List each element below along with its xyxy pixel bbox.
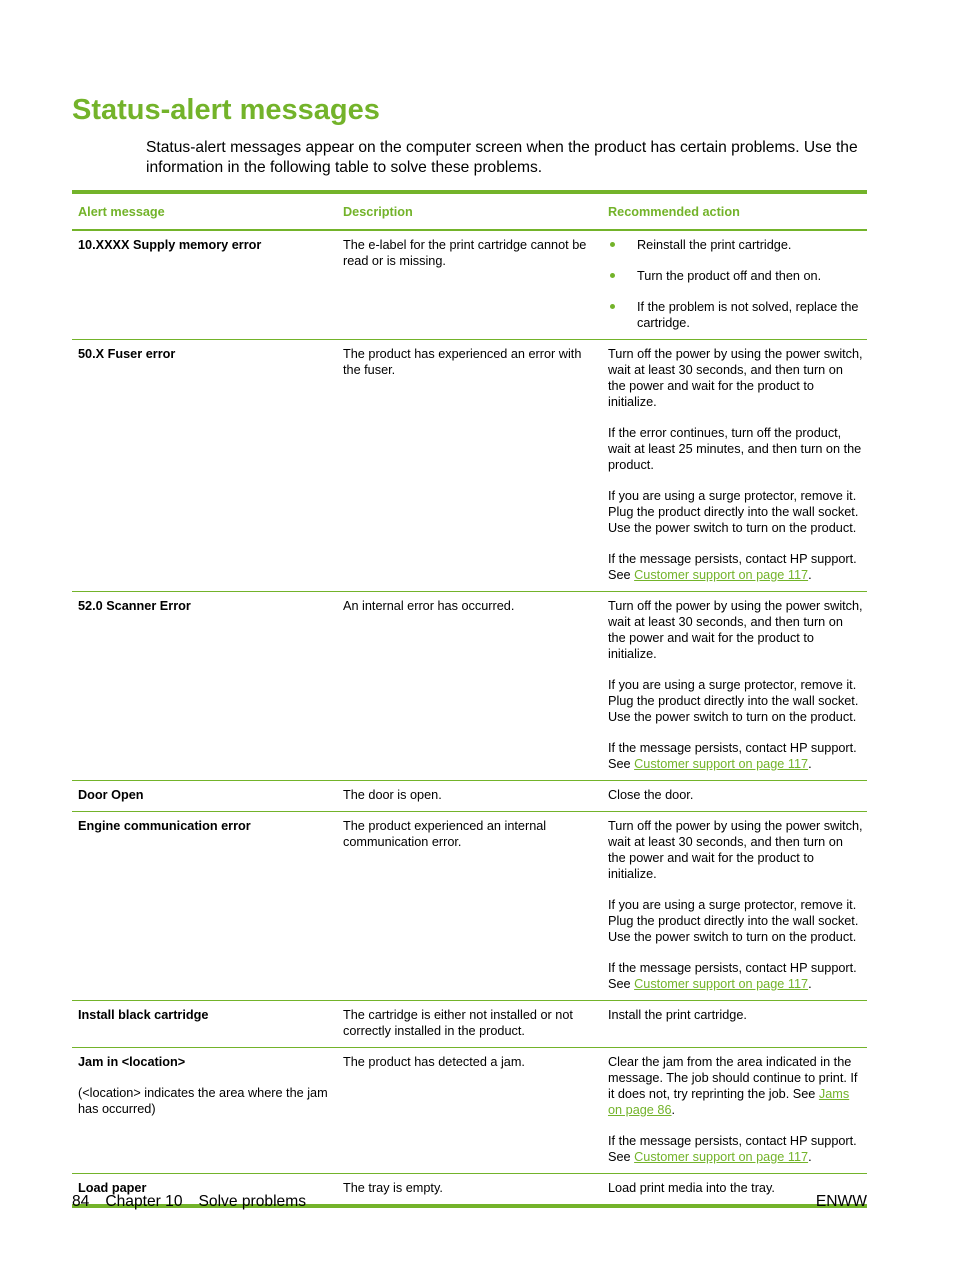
alert-description: The cartridge is either not installed or not correctly installed in the product. xyxy=(343,1008,573,1038)
table-row xyxy=(72,592,867,781)
action-paragraph: If you are using a surge protector, remove it. Plug the product directly into the wall socket. Use the power switch to turn on the product. xyxy=(608,489,859,535)
status-alert-table xyxy=(72,190,867,1208)
action-list xyxy=(608,237,863,331)
customer-support-link[interactable]: Customer support on page 117 xyxy=(634,977,809,991)
chapter-title: Solve problems xyxy=(198,1193,306,1210)
action-paragraph: Turn off the power by using the power switch, wait at least 30 seconds, and then turn on the power and wait for the product to initialize. xyxy=(608,819,863,881)
action-paragraph: If the message persists, contact HP support. See Customer support on page 117. xyxy=(608,961,857,991)
recommended-action xyxy=(602,1001,867,1047)
page-title: Status-alert messages xyxy=(72,94,380,126)
chapter-label: Chapter 10 xyxy=(105,1193,183,1210)
bullet-icon xyxy=(610,273,615,278)
page-number: 84 xyxy=(72,1193,90,1210)
alert-message: Jam in <location> xyxy=(78,1055,186,1069)
action-paragraph: If the message persists, contact HP support. See Customer support on page 117. xyxy=(608,552,857,582)
customer-support-link[interactable]: Customer support on page 117 xyxy=(634,568,809,582)
action-paragraph: Load print media into the tray. xyxy=(608,1181,775,1195)
alert-message: 10.XXXX Supply memory error xyxy=(78,238,262,252)
alert-description: The product has experienced an error with the fuser. xyxy=(343,347,582,377)
action-paragraph: If you are using a surge protector, remove it. Plug the product directly into the wall socket. Use the power switch to turn on the product. xyxy=(608,678,859,724)
customer-support-link[interactable]: Customer support on page 117 xyxy=(634,1150,809,1164)
footer-left xyxy=(72,1192,322,1212)
recommended-action xyxy=(602,340,867,591)
header-recommended-action: Recommended action xyxy=(608,205,740,219)
alert-note: (<location> indicates the area where the jam has occurred) xyxy=(78,1086,328,1116)
action-paragraph: Turn off the power by using the power switch, wait at least 30 seconds, and then turn on the power and wait for the product to initialize. xyxy=(608,599,863,661)
alert-description: The e-label for the print cartridge cannot be read or is missing. xyxy=(343,238,587,268)
recommended-action xyxy=(602,592,867,780)
alert-description: An internal error has occurred. xyxy=(343,599,515,613)
jams-link[interactable]: Jams on page 86 xyxy=(608,1087,850,1117)
header-description: Description xyxy=(343,205,413,219)
table-row xyxy=(72,231,867,340)
table-row xyxy=(72,781,867,812)
table-row xyxy=(72,812,867,1001)
alert-message-cell xyxy=(72,1048,337,1173)
action-paragraph: If you are using a surge protector, remove it. Plug the product directly into the wall socket. Use the power switch to turn on the product. xyxy=(608,898,859,944)
alert-message: 50.X Fuser error xyxy=(78,347,176,361)
action-paragraph: If the error continues, turn off the product, wait at least 25 minutes, and then turn on the product. xyxy=(608,426,862,472)
alert-description: The product has detected a jam. xyxy=(343,1055,525,1069)
table-row xyxy=(72,340,867,592)
footer-right: ENWW xyxy=(815,1193,867,1210)
table-header-row xyxy=(72,194,867,231)
intro-paragraph: Status-alert messages appear on the computer screen when the product has certain problems. Use the information in the following table to solve these problems. xyxy=(146,139,858,176)
bullet-icon xyxy=(610,304,615,309)
alert-message: Load paper xyxy=(78,1181,147,1195)
alert-message: 52.0 Scanner Error xyxy=(78,599,191,613)
alert-message: Engine communication error xyxy=(78,819,251,833)
alert-description: The door is open. xyxy=(343,788,442,802)
header-alert-message: Alert message xyxy=(78,205,165,219)
recommended-action xyxy=(602,812,867,1000)
list-item: If the problem is not solved, replace the cartridge. xyxy=(608,299,863,331)
bullet-icon xyxy=(610,242,615,247)
page-footer xyxy=(72,1192,867,1212)
recommended-action xyxy=(602,1048,867,1173)
recommended-action xyxy=(602,231,867,339)
alert-message: Install black cartridge xyxy=(78,1008,209,1022)
alert-description: The tray is empty. xyxy=(343,1181,443,1195)
alert-description: The product experienced an internal communication error. xyxy=(343,819,547,849)
action-paragraph: Turn off the power by using the power switch, wait at least 30 seconds, and then turn on the power and wait for the product to initialize. xyxy=(608,347,863,409)
action-paragraph: Clear the jam from the area indicated in the message. The job should continue to print. If it does not, try reprinting the job. See Jams on page 86. xyxy=(608,1055,858,1117)
alert-message: Door Open xyxy=(78,788,144,802)
customer-support-link[interactable]: Customer support on page 117 xyxy=(634,757,809,771)
action-paragraph: If the message persists, contact HP support. See Customer support on page 117. xyxy=(608,741,857,771)
recommended-action xyxy=(602,781,867,811)
table-row xyxy=(72,1001,867,1048)
list-item: Reinstall the print cartridge. xyxy=(608,237,863,253)
list-item: Turn the product off and then on. xyxy=(608,268,863,284)
action-paragraph: Install the print cartridge. xyxy=(608,1008,747,1022)
action-paragraph: Close the door. xyxy=(608,788,694,802)
table-row xyxy=(72,1048,867,1174)
action-paragraph: If the message persists, contact HP support. See Customer support on page 117. xyxy=(608,1134,857,1164)
